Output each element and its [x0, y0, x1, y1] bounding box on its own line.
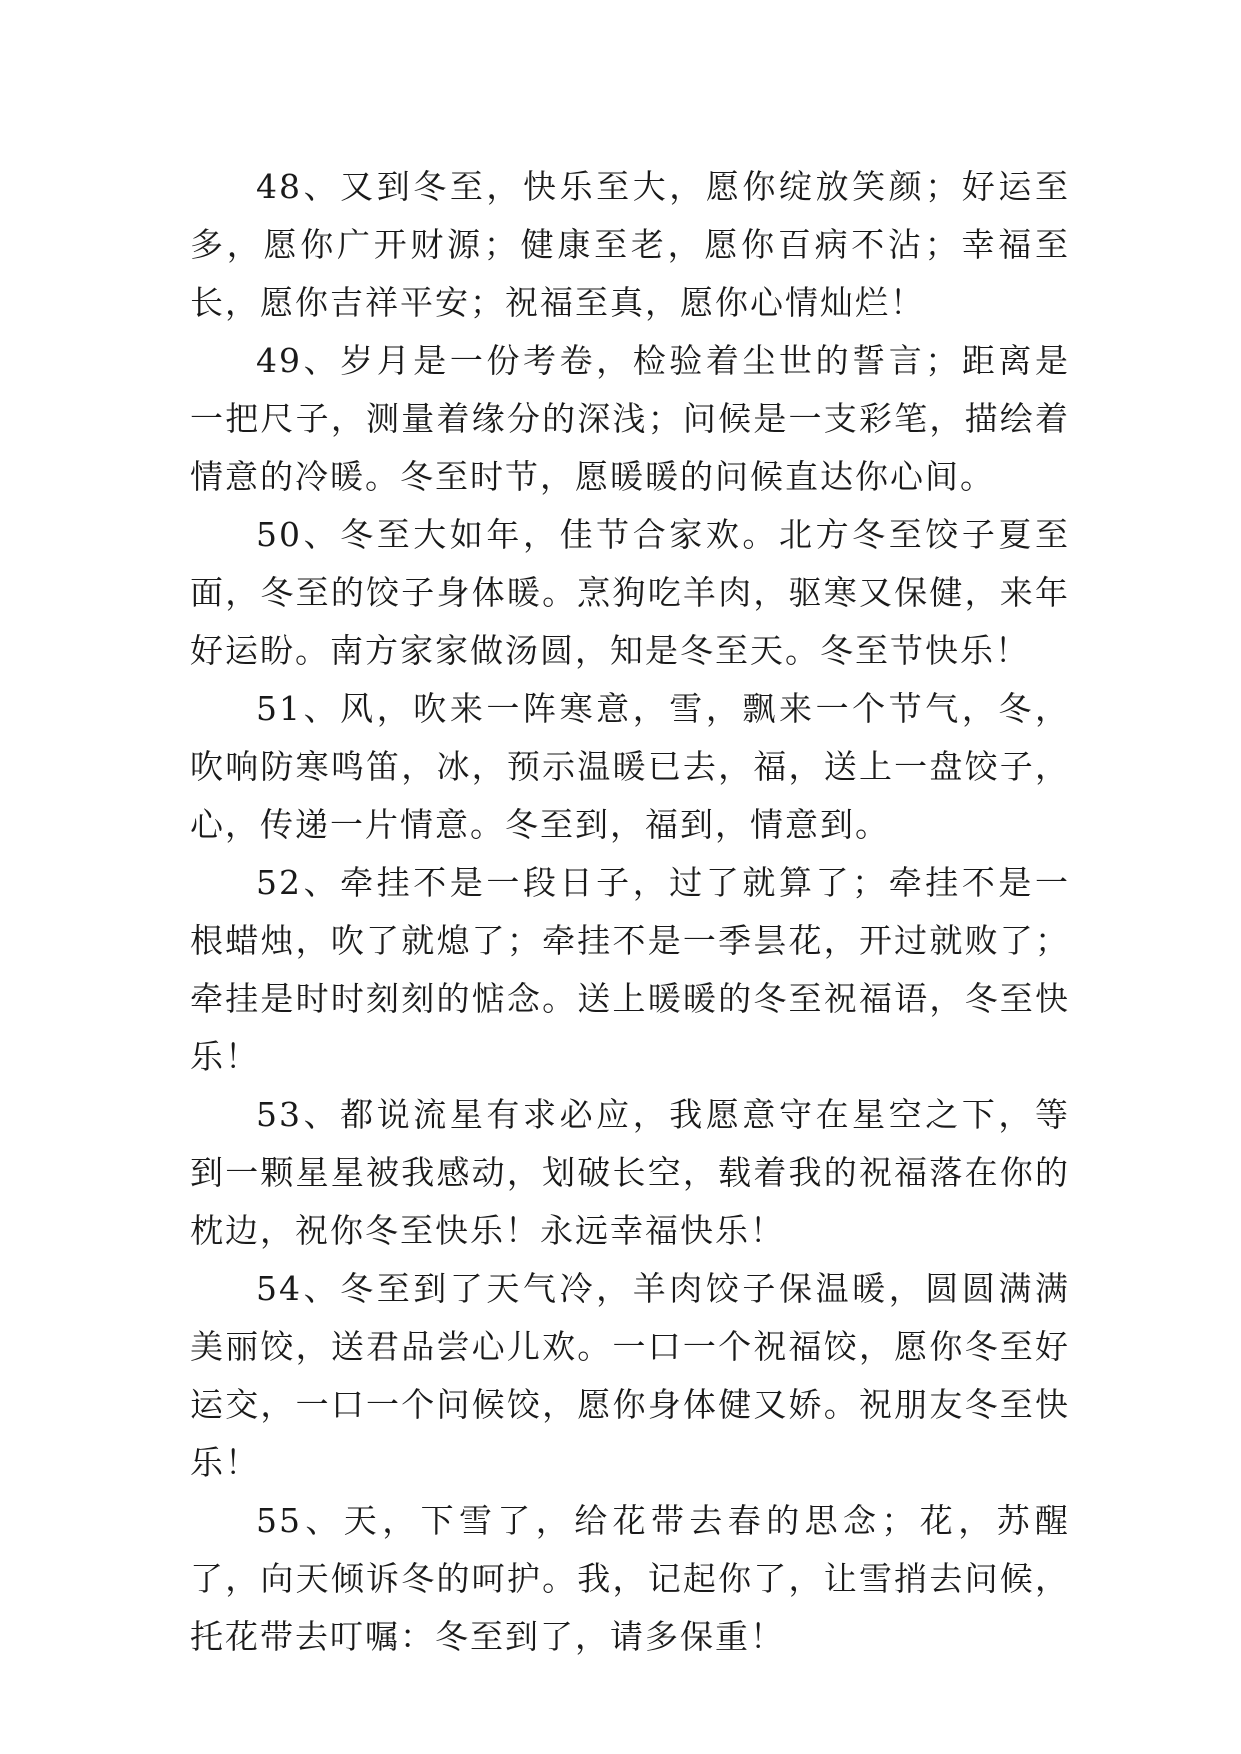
paragraph-55: 55、天，下雪了，给花带去春的思念；花，苏醒了，向天倾诉冬的呵护。我，记起你了，让雪捎去问候，托花带去叮嘱：冬至到了，请多保重！ — [190, 1501, 1070, 1656]
paragraph-48: 48、又到冬至，快乐至大，愿你绽放笑颜；好运至多，愿你广开财源；健康至老，愿你百病不沾；幸福至长，愿你吉祥平安；祝福至真，愿你心情灿烂！ — [190, 167, 1070, 322]
paragraph-54: 54、冬至到了天气冷，羊肉饺子保温暖，圆圆满满美丽饺，送君品尝心儿欢。一口一个祝福饺，愿你冬至好运交，一口一个问候饺，愿你身体健又娇。祝朋友冬至快乐！ — [190, 1269, 1070, 1482]
document-body — [190, 158, 1070, 1666]
paragraph-50: 50、冬至大如年，佳节合家欢。北方冬至饺子夏至面，冬至的饺子身体暖。烹狗吃羊肉，驱寒又保健，来年好运盼。南方家家做汤圆，知是冬至天。冬至节快乐！ — [190, 515, 1070, 670]
paragraph-53: 53、都说流星有求必应，我愿意守在星空之下，等到一颗星星被我感动，划破长空，载着我的祝福落在你的枕边，祝你冬至快乐！永远幸福快乐！ — [190, 1095, 1070, 1250]
paragraph-51: 51、风，吹来一阵寒意，雪，飘来一个节气，冬，吹响防寒鸣笛，冰，预示温暖已去，福，送上一盘饺子，心，传递一片情意。冬至到，福到，情意到。 — [190, 689, 1070, 844]
paragraph-49: 49、岁月是一份考卷，检验着尘世的誓言；距离是一把尺子，测量着缘分的深浅；问候是一支彩笔，描绘着情意的冷暖。冬至时节，愿暖暖的问候直达你心间。 — [190, 341, 1070, 496]
paragraph-52: 52、牵挂不是一段日子，过了就算了；牵挂不是一根蜡烛，吹了就熄了；牵挂不是一季昙花，开过就败了；牵挂是时时刻刻的惦念。送上暖暖的冬至祝福语，冬至快乐！ — [190, 863, 1070, 1076]
